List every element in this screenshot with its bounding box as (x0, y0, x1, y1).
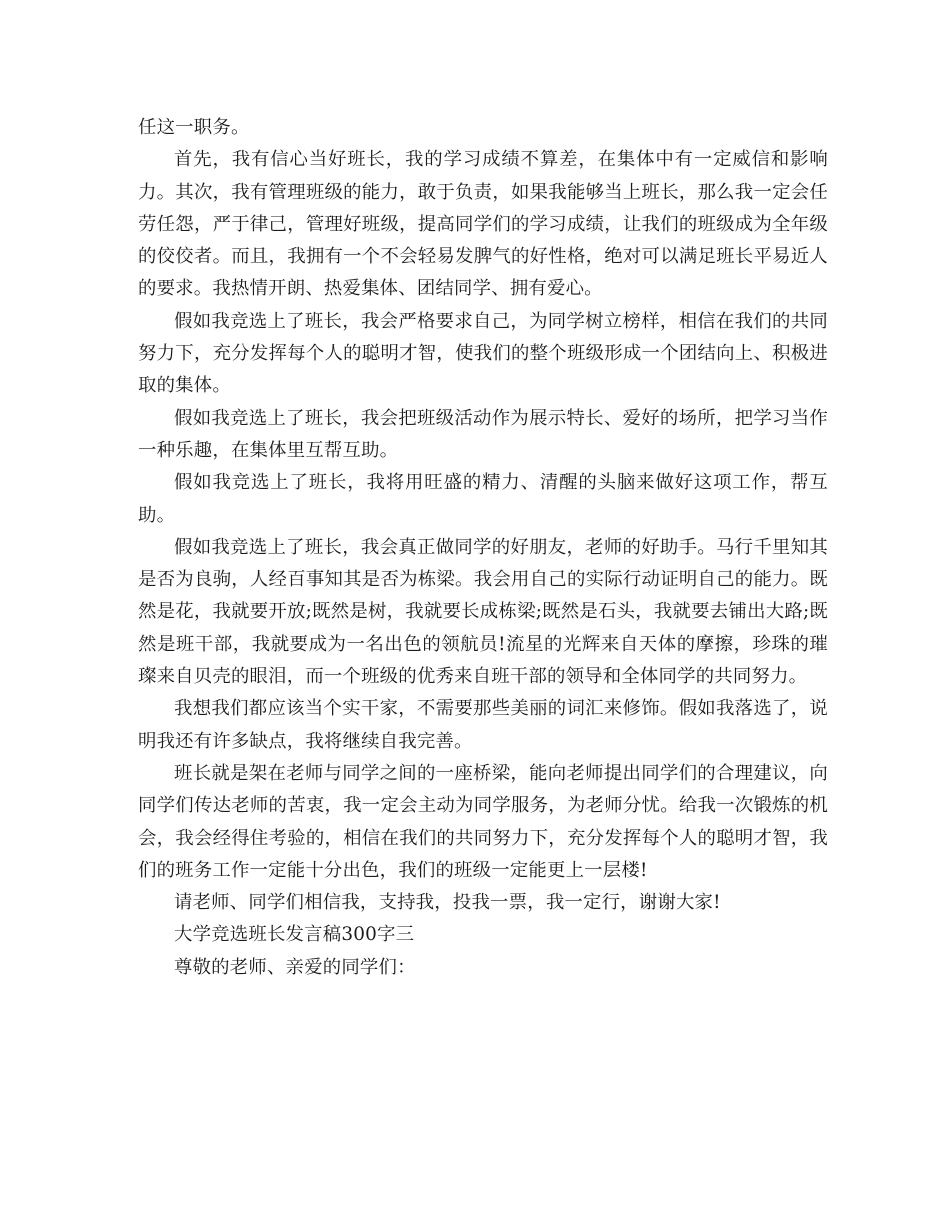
paragraph-1: 任这一职务。 (138, 117, 250, 138)
paragraph-8: 班长就是架在老师与同学之间的一座桥梁，能向老师提出同学们的合理建议，向同学们传达老师的苦衷，我一定会主动为同学服务，为老师分忧。给我一次锻炼的机会，我会经得住考验的，相信在我们的共同努力下，充分发挥每个人的聪明才智，我们的班务工作一定能十分出色，我们的班级一定能更上一层楼! (138, 762, 828, 881)
paragraph-4: 假如我竞选上了班长，我会把班级活动作为展示特长、爱好的场所，把学习当作一种乐趣，在集体里互帮互助。 (138, 407, 828, 461)
section-heading: 大学竞选班长发言稿300字三 (174, 924, 415, 946)
paragraph-3: 假如我竞选上了班长，我会严格要求自己，为同学树立榜样，相信在我们的共同努力下，充分发挥每个人的聪明才智，使我们的整个班级形成一个团结向上、积极进取的集体。 (138, 310, 828, 397)
salutation: 尊敬的老师、亲爱的同学们： (174, 956, 416, 978)
document-body (138, 112, 828, 984)
paragraph-7: 我想我们都应该当个实干家，不需要那些美丽的词汇来修饰。假如我落选了，说明我还有许多缺点，我将继续自我完善。 (138, 698, 828, 752)
paragraph-6: 假如我竞选上了班长，我会真正做同学的好朋友，老师的好助手。马行千里知其是否为良驹，人经百事知其是否为栋梁。我会用自己的实际行动证明自己的能力。既然是花，我就要开放;既然是树，我就要长成栋梁;既然是石头，我就要去铺出大路;既然是班干部，我就要成为一名出色的领航员!流星的光辉来自天体的摩擦，珍珠的璀璨来自贝壳的眼泪，而一个班级的优秀来自班干部的领导和全体同学的共同努力。 (138, 536, 828, 688)
paragraph-2: 首先，我有信心当好班长，我的学习成绩不算差，在集体中有一定威信和影响力。其次，我有管理班级的能力，敢于负责，如果我能够当上班长，那么我一定会任劳任怨，严于律己，管理好班级，提高同学们的学习成绩，让我们的班级成为全年级的佼佼者。而且，我拥有一个不会轻易发脾气的好性格，绝对可以满足班长平易近人的要求。我热情开朗、热爱集体、团结同学、拥有爱心。 (138, 149, 828, 300)
paragraph-5: 假如我竞选上了班长，我将用旺盛的精力、清醒的头脑来做好这项工作，帮互助。 (138, 472, 828, 526)
paragraph-9: 请老师、同学们相信我，支持我，投我一票，我一定行，谢谢大家! (174, 892, 721, 914)
